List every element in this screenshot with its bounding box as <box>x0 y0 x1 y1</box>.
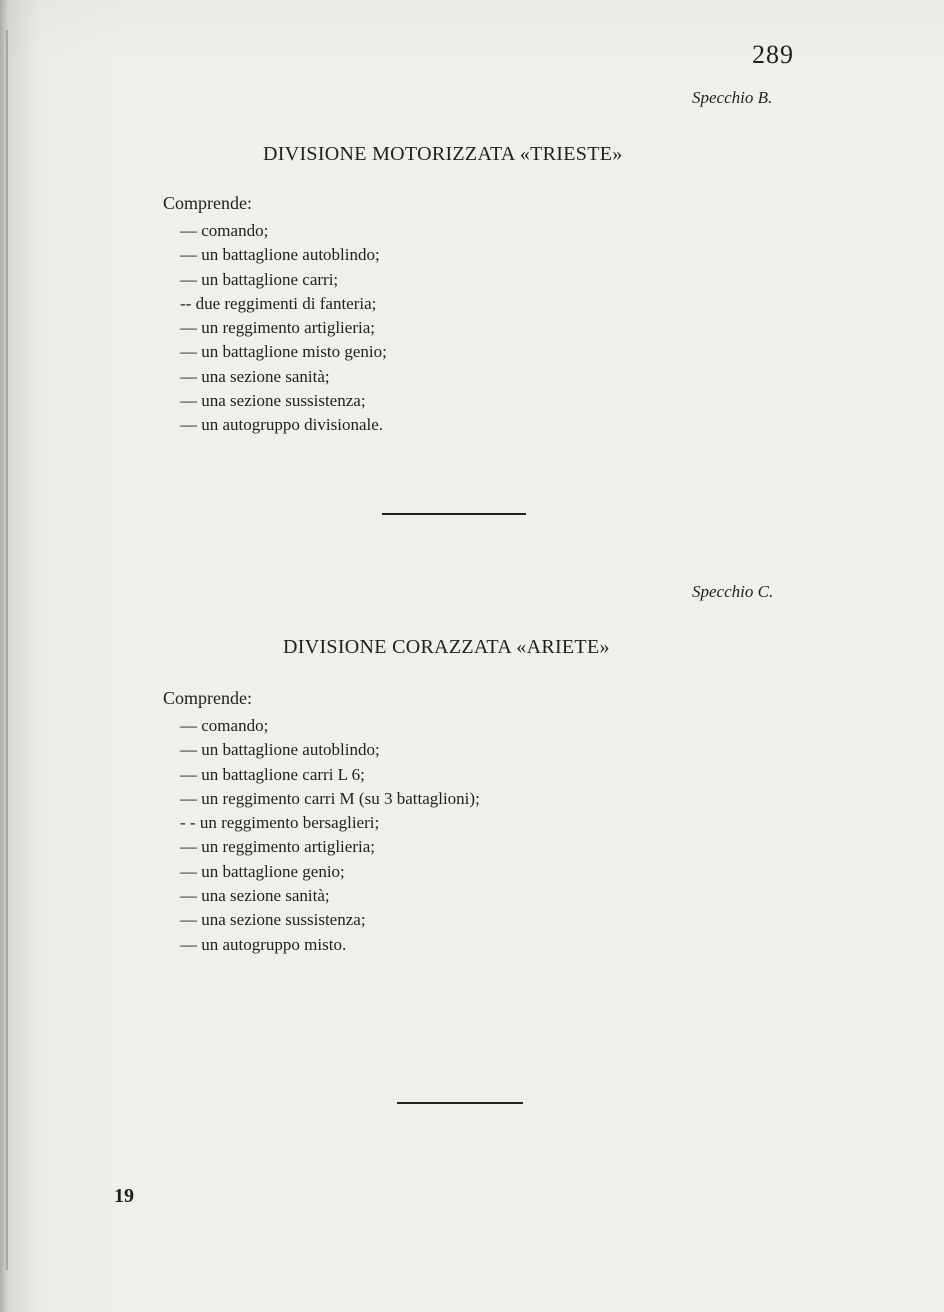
section-intro-ariete: Comprende: <box>163 688 252 708</box>
list-item: — un battaglione autoblindo; <box>180 740 380 760</box>
list-item: — un autogruppo misto. <box>180 934 347 954</box>
list-item: - - un reggimento bersaglieri; <box>180 813 380 833</box>
unit-list-ariete <box>180 714 480 957</box>
list-item: — un reggimento artiglieria; <box>180 837 375 857</box>
unit-list-trieste <box>180 219 387 438</box>
list-item: — un autogruppo divisionale. <box>180 415 384 435</box>
page-number: 289 <box>752 40 794 69</box>
list-item: — una sezione sussistenza; <box>180 391 366 411</box>
list-item: — una sezione sanità; <box>180 886 330 906</box>
list-item: — un battaglione genio; <box>180 861 345 881</box>
signature-mark: 19 <box>114 1185 134 1207</box>
list-item: — una sezione sussistenza; <box>180 910 366 930</box>
section-label-specchio-b: Specchio B. <box>692 88 773 107</box>
section-intro-trieste: Comprende: <box>163 193 252 213</box>
page-gutter-shadow <box>6 30 8 1270</box>
list-item: — un reggimento carri M (su 3 battaglioni); <box>180 788 480 808</box>
section-title-trieste: DIVISIONE MOTORIZZATA «TRIESTE» <box>263 143 623 165</box>
list-item: — un reggimento artiglieria; <box>180 318 375 338</box>
section-label-specchio-c: Specchio C. <box>692 582 774 601</box>
list-item: — un battaglione misto genio; <box>180 342 387 362</box>
list-item: — un battaglione carri; <box>180 269 339 289</box>
list-item: — una sezione sanità; <box>180 366 330 386</box>
section-divider <box>397 1102 523 1104</box>
section-divider <box>382 513 526 515</box>
section-title-ariete: DIVISIONE CORAZZATA «ARIETE» <box>283 636 610 658</box>
list-item: -- due reggimenti di fanteria; <box>180 293 377 313</box>
list-item: — comando; <box>180 221 269 240</box>
list-item: — un battaglione autoblindo; <box>180 245 380 265</box>
list-item: — un battaglione carri L 6; <box>180 764 365 784</box>
list-item: — comando; <box>180 716 269 735</box>
